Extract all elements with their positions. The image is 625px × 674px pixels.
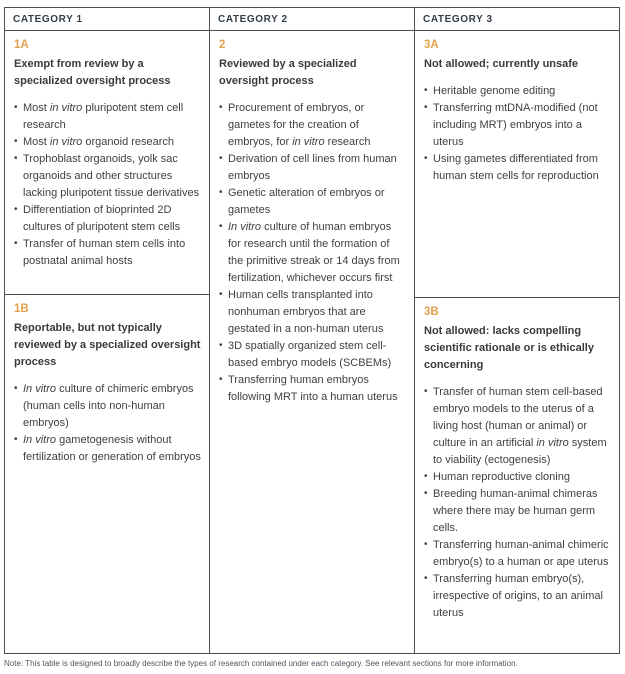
bullet-item: • Transfer of human stem cells into postnatal animal hosts [14,236,201,270]
column-header-category-1: CATEGORY 1 [5,8,209,31]
bullet-item: • Heritable genome editing [424,83,611,100]
column-category-3 [414,8,619,653]
bullet-item: • Using gametes differentiated from human stem cells for reproduction [424,151,611,185]
bullet-item: • Most in vitro organoid research [14,134,201,151]
bullet-item: • In vitro culture of human embryos for research until the formation of the primitive streak or 14 days from fertilization, whichever occurs first [219,219,406,287]
bullet-item: • Differentiation of bioprinted 2D cultures of pluripotent stem cells [14,202,201,236]
bullet-item: • Transfer of human stem cell-based embryo models to the uterus of a living host (human or animal) or culture in an artificial in vitro system to viability (ectogenesis) [424,384,611,469]
section-3b [415,298,619,653]
bullet-item: • Transferring human embryo(s), irrespective of origins, to an animal uterus [424,571,611,622]
column-category-1 [5,8,209,653]
section-code-1b: 1B [14,303,29,315]
section-code-2: 2 [219,39,226,51]
section-code-3a: 3A [424,39,439,51]
section-code-1a: 1A [14,39,29,51]
table-footnote: Note: This table is designed to broadly describe the types of research contained under each category. See relevant sections for more information. [4,659,518,668]
bullet-item: • Derivation of cell lines from human embryos [219,151,406,185]
section-title-1b: Reportable, but not typically reviewed by a specialized oversight process [14,322,201,368]
categories-table [4,7,620,654]
bullet-item: • In vitro gametogenesis without fertilization or generation of embryos [14,432,201,466]
bullet-item: • 3D spatially organized stem cell-based embryo models (SCBEMs) [219,338,406,372]
section-title-1a: Exempt from review by a specialized oversight process [14,58,171,87]
section-code-3b: 3B [424,306,439,318]
bullet-item: • Transferring human embryos following MRT into a human uterus [219,372,406,406]
section-1b [5,295,209,653]
bullet-item: • Breeding human-animal chimeras where there may be human germ cells. [424,486,611,537]
bullet-list-1b [14,381,201,466]
bullet-item: • Genetic alteration of embryos or gametes [219,185,406,219]
bullet-item: • Transferring human-animal chimeric embryo(s) to a human or ape uterus [424,537,611,571]
column-header-category-3: CATEGORY 3 [415,8,619,31]
section-2 [210,31,414,653]
bullet-item: • Human cells transplanted into nonhuman embryos that are gestated in a non-human uterus [219,287,406,338]
bullet-item: • In vitro culture of chimeric embryos (human cells into non-human embryos) [14,381,201,432]
column-header-category-2: CATEGORY 2 [210,8,414,31]
bullet-list-3b [424,384,611,622]
bullet-item: • Procurement of embryos, or gametes for the creation of embryos, for in vitro research [219,100,406,151]
bullet-item: • Most in vitro pluripotent stem cell research [14,100,201,134]
bullet-list-3a [424,83,611,185]
bullet-item: • Transferring mtDNA-modified (not including MRT) embryos into a uterus [424,100,611,151]
column-category-2 [209,8,414,653]
section-1a [5,31,209,295]
section-title-3a: Not allowed; currently unsafe [424,58,579,70]
bullet-list-2 [219,100,406,406]
bullet-item: • Trophoblast organoids, yolk sac organoids and other structures lacking pluripotent tissue derivatives [14,151,201,202]
bullet-item: • Human reproductive cloning [424,469,611,486]
section-title-2: Reviewed by a specialized oversight process [219,58,357,87]
bullet-list-1a [14,100,201,270]
section-title-3b: Not allowed: lacks compelling scientific rationale or is ethically concerning [424,325,594,371]
section-3a [415,31,619,298]
